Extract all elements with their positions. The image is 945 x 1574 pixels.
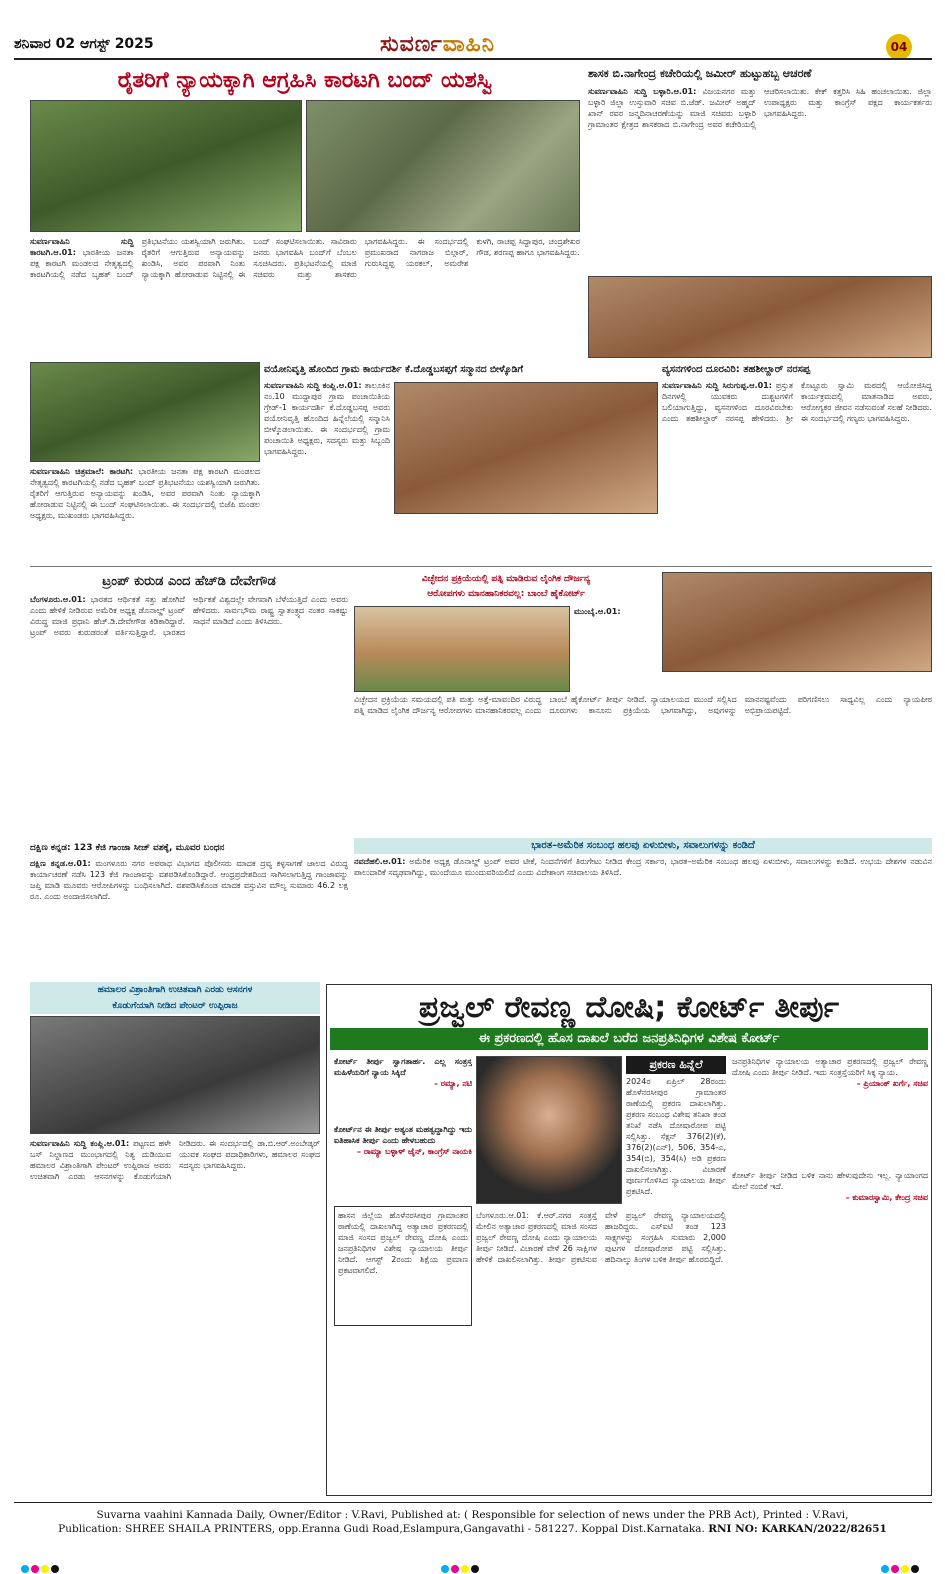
india-us-dateline: ನವದೆಹಲಿ.ಆ.01: — [354, 857, 406, 866]
registration-marks-right — [880, 1558, 920, 1574]
prajwal-background-title: ಪ್ರಕರಣ ಹಿನ್ನೆಲೆ — [626, 1056, 726, 1074]
india-us-headline: ಭಾರತ–ಅಮೆರಿಕ ಸಂಬಂಧ ಹಲವು ಏಳುಬೀಳು, ಸವಾಲುಗಳನ್ನು ಕಂಡಿದೆ — [354, 838, 932, 854]
title-part-1: ಸುವರ್ಣ — [380, 32, 443, 57]
prajwal-boxed-summary: ಹಾಸನ ಜಿಲ್ಲೆಯ ಹೊಳೆನರಸೀಪುರ ಗ್ರಾಮಾಂತರ ಠಾಣೆಯಲ್ಲಿ ದಾಖಲಾಗಿದ್ದ ಅತ್ಯಾಚಾರ ಪ್ರಕರಣದಲ್ಲಿ ಮಾಜಿ ಸಂಸದ ಪ್ರಜ್ವಲ್ ರೇವಣ್ಣ ದೋಷಿ ಎಂದು ಜನಪ್ರತಿನಿಧಿಗಳ ವಿಶೇಷ ನ್ಯಾಯಾಲಯ ತೀರ್ಪು ನೀಡಿದೆ. ಆಗಸ್ಟ್ 2ರಂದು ಶಿಕ್ಷೆಯ ಪ್ರಮಾಣ ಪ್ರಕಟವಾಗಲಿದೆ. — [334, 1206, 472, 1326]
addiction-headline: ವ್ಯಸನಗಳಿಂದ ದೂರವಿರಿ: ತಹಶೀಲ್ದಾರ್ ನರಸಪ್ಪ — [662, 364, 811, 375]
prajwal-side-quote-2-author: – ಕುಮಾರಸ್ವಾಮಿ, ಕೇಂದ್ರ ಸಚಿವ — [845, 1193, 928, 1202]
prajwal-side-quote-1-author: – ಪ್ರಿಯಾಂಕ್ ಖರ್ಗೆ, ಸಚಿವ — [856, 1079, 928, 1088]
mla-office-body — [588, 86, 932, 274]
footer-rule — [14, 1502, 932, 1503]
prajwal-quote-2 — [334, 1124, 472, 1204]
prajwal-side-quote-2 — [732, 1170, 928, 1240]
bandh-photo-2 — [306, 100, 580, 232]
court-body: ವಿಚ್ಛೇದನ ಪ್ರಕ್ರಿಯೆಯ ಸಮಯದಲ್ಲಿ ಪತಿ ಮತ್ತು ಅತ್ತೆ-ಮಾವಂದಿರ ವಿರುದ್ಧ ಪತ್ನಿ ಮಾಡಿದ ಲೈಂಗಿಕ ದೌರ್ಜನ್ಯ ಆರೋಪಗಳು ಮಾನಹಾನಿಕರವಲ್ಲ ಎಂದು ಬಾಂಬೆ ಹೈಕೋರ್ಟ್ ತೀರ್ಪು ನೀಡಿದೆ. ನ್ಯಾಯಾಲಯದ ಮುಂದೆ ಸಲ್ಲಿಸಿದ ದೂರುಗಳು ಕಾನೂನು ಪ್ರಕ್ರಿಯೆಯ ಭಾಗವಾಗಿದ್ದು, ಅವುಗಳನ್ನು ಮಾನನಷ್ಟವೆಂದು ಪರಿಗಣಿಸಲು ಸಾಧ್ಯವಿಲ್ಲ ಎಂದು ನ್ಯಾಯಪೀಠ ಅಭಿಪ್ರಾಯಪಟ್ಟಿದೆ. — [354, 695, 932, 715]
ganja-headline: ದಕ್ಷಿಣ ಕನ್ನಡ: 123 ಕೆಜಿ ಗಾಂಜಾ ಸೀಜ್ ವಶಕ್ಕೆ, ಮೂವರ ಬಂಧನ — [30, 843, 225, 853]
india-us-body — [354, 856, 932, 920]
bandh-dateline: ಸುವರ್ಣವಾಹಿನಿ ಸುದ್ದಿ ಕಾರಟಗಿ.ಆ.01: — [30, 237, 134, 257]
painter-headline-banner — [30, 982, 320, 1014]
painter-subheadline: ಕೊಡುಗೆಯಾಗಿ ನೀಡಿದ ಪೇಂಟರ್ ಉಪ್ಪಿರಾಜ — [112, 1001, 238, 1011]
footer-line-2 — [0, 1522, 945, 1536]
addiction-body — [662, 380, 932, 562]
bandh-headline: ರೈತರಿಗೆ ನ್ಯಾಯಕ್ಕಾಗಿ ಆಗ್ರಹಿಸಿ ಕಾರಟಗಿ ಬಂದ್ ಯಶಸ್ವಿ — [117, 68, 493, 93]
court-headline — [354, 572, 658, 604]
prajwal-quote-2-text: ಕೋರ್ಟ್‌ನ ಈ ತೀರ್ಪು ಅತ್ಯಂತ ಮಹತ್ವದ್ದಾಗಿದ್ದು ಇದು ಐತಿಹಾಸಿಕ ತೀರ್ಪು ಎಂದು ಹೇಳಬಹುದು — [334, 1125, 472, 1145]
mla-office-dateline: ಸುವರ್ಣವಾಹಿನಿ ಸುದ್ದಿ ಬಳ್ಳಾರಿ.ಆ.01: — [588, 87, 697, 96]
bandh-photo-1 — [30, 100, 302, 232]
prajwal-portrait — [476, 1056, 622, 1204]
court-headline-line-2: ಆರೋಪಗಳು ಮಾನಹಾನಿಕರವಲ್ಲ: ಬಾಂಬೆ ಹೈಕೋರ್ಟ್ — [427, 589, 585, 599]
trump-dateline: ಬೆಂಗಳೂರು.ಆ.01: — [30, 595, 86, 604]
trump-body — [30, 594, 348, 834]
retired-worker-headline: ವಯೋನಿವೃತ್ತಿ ಹೊಂದಿದ ಗ್ರಾಮ ಕಾರ್ಯದರ್ಶಿ ಕೆ.ದೊಡ್ಡಬಸಪ್ಪಗೆ ಸನ್ಮಾನದ ಬೀಳ್ಕೊಡಿಗೆ — [264, 364, 524, 375]
painter-dateline: ಸುವರ್ಣವಾಹಿನಿ ಸುದ್ದಿ ಕಂಪ್ಲಿ.ಆ.01: — [30, 1139, 130, 1148]
trump-text: ಭಾರತದ ಆರ್ಥಿಕತೆ ಸತ್ತು ಹೋಗಿದೆ ಎಂದು ಹೇಳಿಕೆ ನೀಡಿರುವ ಅಮೆರಿಕ ಅಧ್ಯಕ್ಷ ಡೊನಾಲ್ಡ್ ಟ್ರಂಪ್ ವಿರುದ್ಧ ಮಾಜಿ ಪ್ರಧಾನಿ ಹೆಚ್.ಡಿ.ದೇವೇಗೌಡ ಕಿಡಿಕಾರಿದ್ದಾರೆ. ಟ್ರಂಪ್ ಅವರು ಕುರುಡರಂತೆ ವರ್ತಿಸುತ್ತಿದ್ದಾರೆ. ಭಾರತದ ಆರ್ಥಿಕತೆ ವಿಶ್ವದಲ್ಲೇ ವೇಗವಾಗಿ ಬೆಳೆಯುತ್ತಿದೆ ಎಂದು ಅವರು ಹೇಳಿದರು. ಸಾರ್ವಭೌಮ ರಾಷ್ಟ್ರ ಸ್ವಾತಂತ್ರ್ಯದ ನಂತರ ಸಾಕಷ್ಟು ಸಾಧನೆ ಮಾಡಿದೆ ಎಂದು ತಿಳಿಸಿದರು. — [30, 595, 348, 637]
prajwal-quote-1-text: ಕೋರ್ಟ್ ತೀರ್ಪು ಸ್ವಾಗತಾರ್ಹ. ಎಲ್ಲ ಸಂತ್ರಸ್ತ ಮಹಿಳೆಯರಿಗೆ ನ್ಯಾಯ ಸಿಕ್ಕಿದೆ — [334, 1057, 472, 1077]
prajwal-side-quote-1-text: ಜನಪ್ರತಿನಿಧಿಗಳ ನ್ಯಾಯಾಲಯ ಅತ್ಯಾಚಾರ ಪ್ರಕರಣದಲ್ಲಿ ಪ್ರಜ್ವಲ್ ರೇವಣ್ಣ ದೋಷಿ ಎಂದು ತೀರ್ಪು ನೀಡಿದೆ. ಇದು ಸಂತ್ರಸ್ತೆಯರಿಗೆ ಸಿಕ್ಕ ನ್ಯಾಯ. — [732, 1057, 928, 1077]
prajwal-background-body: 2024ರ ಏಪ್ರಿಲ್ 28ರಂದು ಹೊಳೆನರಸೀಪುರ ಗ್ರಾಮಾಂತರ ಠಾಣೆಯಲ್ಲಿ ಪ್ರಕರಣ ದಾಖಲಾಗಿತ್ತು. ಪ್ರಕರಣ ಸಂಬಂಧ ವಿಶೇಷ ತನಿಖಾ ತಂಡ ತನಿಖೆ ನಡೆಸಿ ದೋಷಾರೋಪ ಪಟ್ಟಿ ಸಲ್ಲಿಸಿತ್ತು. ಸೆಕ್ಷನ್ 376(2)(ಕೆ), 376(2)(ಎನ್), 506, 354-ಎ, 354(ಬಿ), 354(ಸಿ) ಅಡಿ ಪ್ರಕರಣ ದಾಖಲಿಸಲಾಗಿತ್ತು. ವಿಚಾರಣೆ ಪೂರ್ಣಗೊಳಿಸಿದ ನ್ಯಾಯಾಲಯ ತೀರ್ಪು ಪ್ರಕಟಿಸಿದೆ. — [626, 1077, 726, 1196]
ganja-body — [30, 858, 348, 978]
prajwal-side-body — [732, 1244, 928, 1492]
section-divider-1 — [30, 566, 932, 567]
prajwal-quote-1-author: – ರಮ್ಯಾ, ನಟಿ — [433, 1079, 472, 1088]
registration-marks-center — [440, 1558, 480, 1574]
court-building-photo — [354, 606, 570, 692]
registration-marks-left — [20, 1558, 60, 1574]
india-us-text: ಅಮೆರಿಕ ಅಧ್ಯಕ್ಷ ಡೊನಾಲ್ಡ್ ಟ್ರಂಪ್ ಅವರ ಟೀಕೆ, ನಿಂದನೆಗಳಿಗೆ ತಿರುಗೇಟು ನೀಡಿದ ಕೇಂದ್ರ ಸರ್ಕಾರ, ಭಾರತ–ಅಮೆರಿಕ ಸಂಬಂಧ ಹಲವು ಏಳುಬೀಳು, ಸವಾಲುಗಳನ್ನು ಕಂಡಿದೆ. ಉಭಯ ದೇಶಗಳ ನಡುವಿನ ಪಾಲುದಾರಿಕೆ ಸದೃಢವಾಗಿದ್ದು, ಮುಂದೆಯೂ ಮುಂದುವರಿಯಲಿದೆ ಎಂದು ವಿದೇಶಾಂಗ ಸಚಿವಾಲಯ ತಿಳಿಸಿದೆ. — [354, 857, 932, 877]
title-part-2: ವಾಹಿನಿ — [442, 32, 496, 57]
issue-date: ಶನಿವಾರ 02 ಆಗಸ್ಟ್ 2025 — [14, 36, 154, 52]
retired-worker-body — [264, 380, 390, 562]
retired-worker-photo — [394, 382, 658, 514]
prajwal-side-quote-1 — [732, 1056, 928, 1166]
bandh-second-body — [30, 466, 260, 562]
publication-footer — [0, 1508, 945, 1536]
bandh-body-text: ಭಾರತೀಯ ಜನತಾ ಪಕ್ಷ ಕಾರಟಗಿ ಮಂಡಲದ ನೇತೃತ್ವದಲ್ಲಿ ಕಾರಟಗಿಯಲ್ಲಿ ನಡೆದ ಬೃಹತ್ ಬಂದ್ ಪ್ರತಿಭಟನೆಯು ಯಶಸ್ವಿಯಾಗಿ ಜರುಗಿತು. ರೈತರಿಗೆ ಆಗುತ್ತಿರುವ ಅನ್ಯಾಯವನ್ನು ಖಂಡಿಸಿ, ಅವರ ಪರವಾಗಿ ನಿಂತು ನ್ಯಾಯಕ್ಕಾಗಿ ಹೋರಾಡುವ ನಿಟ್ಟಿನಲ್ಲಿ ಈ ಬಂದ್ ಸಂಘಟಿಸಲಾಯಿತು. ಸಾವಿರಾರು ಜನರು ಭಾಗವಹಿಸಿ ಬಂದ್‌ಗೆ ಬೆಂಬಲ ಸೂಚಿಸಿದರು. ಪ್ರತಿಭಟನೆಯಲ್ಲಿ ಮಾಜಿ ಸಚಿವರು ಮತ್ತು ಶಾಸಕರು ಭಾಗವಹಿಸಿದ್ದರು. ಈ ಸಂದರ್ಭದಲ್ಲಿ ಪ್ರಮುಖರಾದ ನಾಗರಾಜ ಬಿಲ್ಗಾರ್, ಗುರುಸಿದ್ದಪ್ಪ ಯರಕಲ್, ಅಮರೇಶ ಕುಳಗಿ, ರಾಚಪ್ಪ ಸಿದ್ದಾಪುರ, ಚಂದ್ರಶೇಖರ ಗೌಡ, ಶರಣಪ್ಪ ಹಾಗೂ ಭಾಗವಹಿಸಿದ್ದರು. — [30, 237, 580, 279]
addiction-dateline: ಸುವರ್ಣವಾಹಿನಿ ಸುದ್ದಿ ಸಿರುಗುಪ್ಪ.ಆ.01: — [662, 381, 772, 390]
bandh-second-dateline: ಸುವರ್ಣವಾಹಿನಿ ಚಿತ್ರಮಾಲೆ: ಕಾರಟಗಿ: — [30, 467, 134, 476]
prajwal-quote-1 — [334, 1056, 472, 1120]
mla-office-text: ವಿಜಯನಗರ ಮತ್ತು ಬಳ್ಳಾರಿ ಜಿಲ್ಲಾ ಉಸ್ತುವಾರಿ ಸಚಿವ ಬಿ.ಜೆಡ್. ಜಮೀರ್ ಅಹ್ಮದ್ ಖಾನ್ ರವರ ಜನ್ಮದಿನಾಚರಣೆಯನ್ನು ಮಾಜಿ ಸಚಿವರು ಬಳ್ಳಾರಿ ಗ್ರಾಮಾಂತರ ಕ್ಷೇತ್ರದ ಶಾಸಕರಾದ ಬಿ.ನಾಗೇಂದ್ರ ಅವರ ಕಚೇರಿಯಲ್ಲಿ ಆಚರಿಸಲಾಯಿತು. ಕೇಕ್ ಕತ್ತರಿಸಿ ಸಿಹಿ ಹಂಚಲಾಯಿತು. ಜಿಲ್ಲಾ ಉಪಾಧ್ಯಕ್ಷರು ಮತ್ತು ಕಾಂಗ್ರೆಸ್ ಪಕ್ಷದ ಕಾರ್ಯಕರ್ತರು ಭಾಗವಹಿಸಿದ್ದರು. — [588, 87, 932, 129]
prajwal-headline: ಪ್ರಜ್ವಲ್ ರೇವಣ್ಣ ದೋಷಿ; ಕೋರ್ಟ್ ತೀರ್ಪು — [418, 990, 840, 1025]
painter-headline: ಹಮಾಲರ ವಿಶ್ರಾಂತಿಗಾಗಿ ಉಚಿತವಾಗಿ ಎರಡು ಆಸನಗಳ — [97, 985, 253, 995]
mla-office-headline: ಶಾಸಕ ಬಿ.ನಾಗೇಂದ್ರ ಕಚೇರಿಯಲ್ಲಿ ಜಮೀರ್ ಹುಟ್ಟುಹಬ್ಬ ಆಚರಣೆ — [588, 67, 812, 80]
addiction-photo — [662, 572, 932, 672]
trump-headline: ಟ್ರಂಪ್ ಕುರುಡ ಎಂದ ಹೆಚ್‌ಡಿ ದೇವೇಗೌಡ — [102, 574, 276, 589]
ganja-dateline: ದಕ್ಷಿಣ ಕನ್ನಡ.ಆ.01: — [30, 859, 91, 868]
prajwal-banner: ಈ ಪ್ರಕರಣದಲ್ಲಿ ಹೊಸ ದಾಖಲೆ ಬರೆದ ಜನಪ್ರತಿನಿಧಿಗಳ ವಿಶೇಷ ಕೋರ್ಟ್ — [330, 1028, 928, 1050]
page-number-badge: 04 — [886, 34, 912, 60]
court-dateline: ಮುಂಬೈ.ಆ.01: — [574, 607, 621, 616]
painter-text: ಪಟ್ಟಣದ ಹಳೇ ಬಸ್ ನಿಲ್ದಾಣದ ಮುಂಭಾಗದಲ್ಲಿ ನಿತ್ಯ ದುಡಿಯುವ ಹಮಾಲರ ವಿಶ್ರಾಂತಿಗಾಗಿ ಪೇಂಟರ್ ಉಪ್ಪಿರಾಜ ಅವರು ಉಚಿತವಾಗಿ ಎರಡು ಆಸನಗಳನ್ನು ಕೊಡುಗೆಯಾಗಿ ನೀಡಿದರು. ಈ ಸಂದರ್ಭದಲ್ಲಿ ಡಾ.ಬಿ.ಆರ್.ಅಂಬೇಡ್ಕರ್ ಯುವಕ ಸಂಘದ ಪದಾಧಿಕಾರಿಗಳು, ಹಮಾಲರ ಸಂಘದ ಸದಸ್ಯರು ಭಾಗವಹಿಸಿದ್ದರು. — [30, 1139, 320, 1181]
footer-publisher: Publication: SHREE SHAILA PRINTERS, opp.Eranna Gudi Road,Eslampura,Gangavathi - 581227. Koppal Dist.Karnataka. — [58, 1523, 705, 1535]
footer-rni: RNI NO: KARKAN/2022/82651 — [708, 1523, 887, 1535]
prajwal-side-quote-2-text: ಕೋರ್ಟ್ ತೀರ್ಪು ನೀಡಿದ ಬಳಿಕ ನಾನು ಹೇಳುವುದೇನು ಇಲ್ಲ. ನ್ಯಾಯಾಂಗದ ಮೇಲೆ ನಂಬಿಕೆ ಇದೆ. — [732, 1171, 928, 1191]
court-headline-line-1: ವಿಚ್ಛೇದನ ಪ್ರಕ್ರಿಯೆಯಲ್ಲಿ ಪತ್ನಿ ಮಾಡಿರುವ ಲೈಂಗಿಕ ದೌರ್ಜನ್ಯ — [421, 574, 591, 584]
mla-office-photo — [588, 276, 932, 358]
addiction-text: ಪ್ರಸ್ತುತ ದಿನಗಳಲ್ಲಿ ಯುವಕರು ದುಶ್ಚಟಗಳಿಗೆ ಬಲಿಯಾಗುತ್ತಿದ್ದು, ವ್ಯಸನಗಳಿಂದ ದೂರವಿರಬೇಕು ಎಂದು ತಹಶೀಲ್ದಾರ್ ನರಸಪ್ಪ ಹೇಳಿದರು. ಶ್ರೀ ಕೊಟ್ಟೂರು ಸ್ವಾಮಿ ಮಠದಲ್ಲಿ ಆಯೋಜಿಸಿದ್ದ ಕಾರ್ಯಕ್ರಮದಲ್ಲಿ ಮಾತನಾಡಿದ ಅವರು, ಆರೋಗ್ಯಕರ ಜೀವನ ನಡೆಸುವಂತೆ ಸಲಹೆ ನೀಡಿದರು. ಈ ಸಂದರ್ಭದಲ್ಲಿ ಗಣ್ಯರು ಭಾಗವಹಿಸಿದ್ದರು. — [662, 381, 932, 423]
bandh-body — [30, 236, 580, 354]
retired-worker-text: ತಾಲೂಕಿನ ನಂ.10 ಮುದ್ದಾಪುರ ಗ್ರಾಮ ಪಂಚಾಯಿತಿಯ ಗ್ರೇಡ್-1 ಕಾರ್ಯದರ್ಶಿ ಕೆ.ದೊಡ್ಡಬಸಪ್ಪ ಅವರು ವಯೋನಿವೃತ್ತಿ ಹೊಂದಿದ ಹಿನ್ನೆಲೆಯಲ್ಲಿ ಸನ್ಮಾನಿಸಿ ಬೀಳ್ಕೊಡಲಾಯಿತು. ಈ ಸಂದರ್ಭದಲ್ಲಿ ಗ್ರಾಮ ಪಂಚಾಯಿತಿ ಅಧ್ಯಕ್ಷರು, ಸದಸ್ಯರು ಮತ್ತು ಸಿಬ್ಬಂದಿ ಭಾಗವಹಿಸಿದ್ದರು. — [264, 381, 390, 456]
bandh-photo-3 — [30, 362, 260, 462]
masthead-rule — [14, 58, 932, 60]
retired-worker-dateline: ಸುವರ್ಣವಾಹಿನಿ ಸುದ್ದಿ ಕಂಪ್ಲಿ.ಆ.01: — [264, 381, 362, 390]
ganja-text: ಮಂಗಳೂರು ನಗರ ಅಪರಾಧ ವಿಭಾಗದ ಪೊಲೀಸರು ಮಾದಕ ದ್ರವ್ಯ ಕಳ್ಳಸಾಗಣೆ ಜಾಲದ ವಿರುದ್ಧ ಕಾರ್ಯಾಚರಣೆ ನಡೆಸಿ 123 ಕೆಜಿ ಗಾಂಜಾವನ್ನು ವಶಪಡಿಸಿಕೊಂಡಿದ್ದಾರೆ. ಆಂಧ್ರಪ್ರದೇಶದಿಂದ ಸಾಗಿಸಲಾಗುತ್ತಿದ್ದ ಗಾಂಜಾವನ್ನು ಜಪ್ತಿ ಮಾಡಿ ಮೂವರು ಆರೋಪಿಗಳನ್ನು ಬಂಧಿಸಲಾಗಿದೆ. ವಶಪಡಿಸಿಕೊಂಡ ಮಾದಕ ವಸ್ತುವಿನ ಮೌಲ್ಯ ಸುಮಾರು 46.2 ಲಕ್ಷ ರೂ. ಎಂದು ಅಂದಾಜಿಸಲಾಗಿದೆ. — [30, 859, 348, 901]
prajwal-main-body: ಬೆಂಗಳೂರು.ಆ.01: ಕೆ.ಆರ್.ನಗರ ಸಂತ್ರಸ್ತೆ ಮೇಲಿನ ಅತ್ಯಾಚಾರ ಪ್ರಕರಣದಲ್ಲಿ ಮಾಜಿ ಸಂಸದ ಪ್ರಜ್ವಲ್ ರೇವಣ್ಣ ದೋಷಿ ಎಂದು ನ್ಯಾಯಾಲಯ ತೀರ್ಪು ನೀಡಿದೆ. ವಿಚಾರಣೆ ವೇಳೆ 26 ಸಾಕ್ಷಿಗಳ ಹೇಳಿಕೆ ದಾಖಲಿಸಲಾಗಿತ್ತು. ತೀರ್ಪು ಪ್ರಕಟಿಸುವ ವೇಳೆ ಪ್ರಜ್ವಲ್ ರೇವಣ್ಣ ನ್ಯಾಯಾಲಯದಲ್ಲಿ ಹಾಜರಿದ್ದರು. ಎಸ್ಐಟಿ ತಂಡ 123 ಸಾಕ್ಷ್ಯಗಳನ್ನು ಸಂಗ್ರಹಿಸಿ ಸುಮಾರು 2,000 ಪುಟಗಳ ದೋಷಾರೋಪ ಪಟ್ಟಿ ಸಲ್ಲಿಸಿತ್ತು. ಹದಿನಾಲ್ಕು ತಿಂಗಳ ಬಳಿಕ ತೀರ್ಪು ಹೊರಬಿದ್ದಿದೆ. — [476, 1211, 726, 1264]
court-lede — [574, 606, 658, 692]
prajwal-quote-2-author: – ರಾಮ್ಯಾ ಬಳ್ಳಾಳ್ ಜೈನ್, ಕಾಂಗ್ರೆಸ್ ನಾಯಕಿ — [356, 1147, 472, 1156]
footer-line-1: Suvarna vaahini Kannada Daily, Owner/Editor : V.Ravi, Published at: ( Responsible for selection of news under the PRB Act), Printed : V.Ravi, — [96, 1509, 849, 1521]
painter-body — [30, 1138, 320, 1496]
painter-photo — [30, 1016, 320, 1134]
bandh-second-text: ಭಾರತೀಯ ಜನತಾ ಪಕ್ಷ ಕಾರಟಗಿ ಮಂಡಲದ ನೇತೃತ್ವದಲ್ಲಿ ಕಾರಟಗಿಯಲ್ಲಿ ನಡೆದ ಬೃಹತ್ ಬಂದ್ ಪ್ರತಿಭಟನೆಯು ಯಶಸ್ವಿಯಾಗಿ ಜರುಗಿತು. ರೈತರಿಗೆ ಆಗುತ್ತಿರುವ ಅನ್ಯಾಯವನ್ನು ಖಂಡಿಸಿ, ಅವರ ಪರವಾಗಿ ನಿಂತು ನ್ಯಾಯಕ್ಕಾಗಿ ಹೋರಾಡುವ ನಿಟ್ಟಿನಲ್ಲಿ ಈ ಬಂದ್ ಸಂಘಟಿಸಲಾಯಿತು. ಈ ಸಂದರ್ಭದಲ್ಲಿ ಬಿಜೆಪಿ ಮಂಡಲ ಅಧ್ಯಕ್ಷರು, ಮುಖಂಡರು ಭಾಗವಹಿಸಿದ್ದರು. — [30, 467, 260, 520]
newspaper-title — [380, 32, 495, 57]
